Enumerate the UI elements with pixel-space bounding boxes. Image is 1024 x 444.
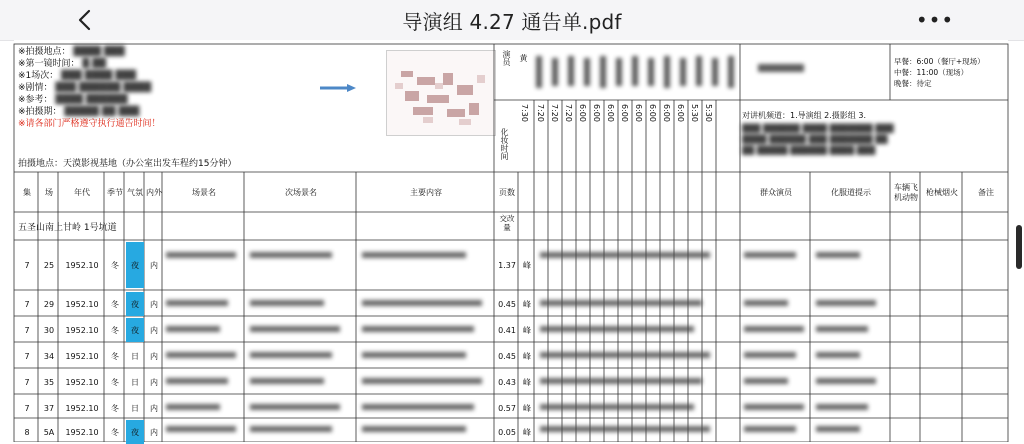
cast-cell: 峰 [523, 403, 531, 413]
redacted-text [744, 352, 796, 358]
redacted-text [816, 352, 860, 358]
column-header: 群众演员 [760, 188, 792, 197]
column-header: 备注 [978, 188, 994, 197]
scene-cell: 37 [43, 403, 55, 413]
episode-cell: 7 [24, 299, 30, 309]
redacted-text [362, 352, 466, 358]
column-header: 集 [23, 188, 31, 197]
scene-cell: 25 [43, 260, 55, 270]
redacted-text [250, 300, 324, 306]
cast-cell: 峰 [523, 377, 531, 387]
redacted-text [362, 426, 466, 432]
section-title: 五圣山南上甘岭 1号坑道 [18, 223, 117, 233]
year-cell: 1952.10 [65, 377, 99, 387]
redacted-text [166, 378, 228, 384]
header-line: ※1场次： ███ ████ ███ [18, 71, 137, 81]
year-cell: 1952.10 [65, 260, 99, 270]
redacted-text [540, 352, 710, 358]
redacted-text [250, 426, 332, 432]
document-title: 导演组 4.27 通告单.pdf [402, 9, 622, 34]
redacted-text [166, 404, 220, 410]
redacted-text [362, 378, 482, 384]
inout-cell: 内 [150, 325, 158, 335]
redacted-text [362, 252, 466, 258]
season-cell: 冬 [111, 403, 119, 413]
column-header: 场 [45, 188, 53, 197]
redacted-text [166, 352, 236, 358]
season-cell: 冬 [111, 351, 119, 361]
episode-cell: 7 [24, 325, 30, 335]
makeup-time-cell: 7:20 [550, 104, 559, 122]
cast-cell: 峰 [523, 299, 531, 309]
redacted-text [166, 326, 220, 332]
redacted-text [166, 426, 236, 432]
cast-cell: 峰 [523, 260, 531, 270]
scene-cell: 35 [43, 377, 55, 387]
season-cell: 冬 [111, 260, 119, 270]
column-header: 枪械烟火 [926, 188, 958, 197]
redacted-text [362, 326, 474, 332]
redacted-text [816, 378, 876, 384]
year-cell: 1952.10 [65, 427, 99, 437]
season-cell: 冬 [111, 427, 119, 437]
column-header: 主要内容 [410, 188, 442, 197]
redacted-text [540, 300, 702, 306]
cast-cell: 峰 [523, 351, 531, 361]
column-header: 内外 [146, 188, 162, 197]
redacted-text [816, 300, 876, 306]
header-line: ※参考： ████ ██████ [18, 95, 128, 105]
column-header: 气氛 [127, 188, 143, 197]
warning-line: ※请各部门严格遵守执行通告时间！ [18, 119, 161, 129]
dinner-time: 晚餐：待定 [894, 79, 932, 88]
redacted-text [250, 404, 340, 410]
inout-cell: 内 [150, 427, 158, 437]
year-cell: 1952.10 [65, 351, 99, 361]
mood-cell: 日 [131, 377, 139, 387]
makeup-time-cell: 5:30 [704, 104, 713, 122]
breakfast-time: 早餐：6:00（餐厅+现场） [894, 57, 985, 66]
redacted-text [816, 404, 868, 410]
redacted-text [816, 326, 868, 332]
mood-cell: 夜 [126, 242, 144, 288]
redacted-text [744, 426, 796, 432]
redacted-text [362, 404, 474, 410]
mood-cell: 日 [131, 403, 139, 413]
year-cell: 1952.10 [65, 325, 99, 335]
walkie-talkie-note: 对讲机频道：1.导演组 2.摄影组 3. ███ ██████ ████ ███████ ███ ████ ██████ ███ ███████ ██ ██ █████ ██████ ████ ███ [742, 111, 894, 155]
cast-label: 演员 [502, 50, 511, 66]
episode-cell: 7 [24, 403, 30, 413]
makeup-time-cell: 7:30 [520, 104, 529, 122]
season-cell: 冬 [111, 325, 119, 335]
pages-cell: 0.05 [498, 427, 516, 437]
makeup-time-cell: 6:00 [578, 104, 587, 122]
redacted-text [166, 300, 228, 306]
mood-cell: 夜 [126, 318, 144, 342]
episode-cell: 7 [24, 377, 30, 387]
episode-cell: 7 [24, 351, 30, 361]
pages-cell: 0.41 [498, 325, 516, 335]
makeup-time-cell: 6:00 [620, 104, 629, 122]
header-line: ※拍摄期： █████ ██ ███ [18, 107, 140, 117]
pages-cell: 0.57 [498, 403, 516, 413]
year-cell: 1952.10 [65, 403, 99, 413]
redacted-text [744, 252, 796, 258]
season-cell: 冬 [111, 377, 119, 387]
column-header: 化服道提示 [831, 188, 871, 197]
redacted-text [816, 252, 860, 258]
mood-cell: 夜 [126, 292, 144, 316]
shooting-location: 拍摄地点：天漠影视基地（办公室出发车程约15分钟） [18, 159, 237, 169]
column-header: 车辆飞机动物 [894, 183, 918, 202]
makeup-time-cell: 5:30 [690, 104, 699, 122]
inout-cell: 内 [150, 299, 158, 309]
pages-cell: 1.37 [498, 260, 516, 270]
makeup-time-cell: 6:00 [662, 104, 671, 122]
season-cell: 冬 [111, 299, 119, 309]
redacted-text [166, 252, 236, 258]
inout-cell: 内 [150, 260, 158, 270]
redacted-text [744, 326, 804, 332]
header-line: ※第一镜时间： █.██ [18, 59, 107, 69]
lunch-time: 中餐：11:00（现场） [894, 68, 969, 77]
header-line: ※剧情： ███ ██████ ████ [18, 83, 152, 93]
redacted-text [540, 426, 710, 432]
pages-cell: 0.45 [498, 299, 516, 309]
page-unit-label: 交改 量 [499, 214, 515, 232]
column-header: 年代 [74, 188, 90, 197]
scrollbar-thumb[interactable] [1016, 225, 1022, 269]
pages-cell: 0.43 [498, 377, 516, 387]
episode-cell: 8 [24, 427, 30, 437]
redacted-text [540, 326, 694, 332]
redacted-text [816, 426, 860, 432]
redacted-text [744, 404, 804, 410]
cast-cell: 峰 [523, 325, 531, 335]
cast-name-huang: 黄 [519, 54, 528, 62]
makeup-time-label: 化妆时间 [500, 128, 509, 160]
column-header: 场景名 [192, 188, 216, 197]
redacted-text [250, 378, 324, 384]
makeup-time-cell: 6:00 [648, 104, 657, 122]
redacted-text [250, 326, 340, 332]
redacted-text [744, 378, 788, 384]
column-header: 季节 [107, 188, 123, 197]
scene-cell: 34 [43, 351, 55, 361]
mood-cell: 日 [131, 351, 139, 361]
redacted-text [540, 378, 702, 384]
redacted-text [250, 352, 332, 358]
inout-cell: 内 [150, 351, 158, 361]
makeup-time-cell: 7:20 [536, 104, 545, 122]
redacted-text [362, 300, 482, 306]
mood-cell: 夜 [126, 420, 144, 444]
more-horizontal-icon: ••• [915, 8, 955, 32]
makeup-time-cell: 6:00 [606, 104, 615, 122]
scene-cell: 5A [43, 427, 55, 437]
redacted-text [250, 252, 332, 258]
scene-cell: 29 [43, 299, 55, 309]
episode-cell: 7 [24, 260, 30, 270]
column-header: 次场景名 [285, 188, 317, 197]
makeup-time-cell: 6:00 [676, 104, 685, 122]
makeup-time-cell: 7:20 [564, 104, 573, 122]
year-cell: 1952.10 [65, 299, 99, 309]
inout-cell: 内 [150, 403, 158, 413]
makeup-time-cell: 6:00 [592, 104, 601, 122]
redacted-text [540, 252, 710, 258]
redacted-text [540, 404, 694, 410]
cast-cell: 峰 [523, 427, 531, 437]
column-header: 页数 [499, 188, 515, 197]
header-line: ※拍摄地点： ████ ███ [18, 47, 125, 57]
inout-cell: 内 [150, 377, 158, 387]
scene-cell: 30 [43, 325, 55, 335]
makeup-time-cell: 6:00 [634, 104, 643, 122]
redacted-text [744, 300, 788, 306]
pages-cell: 0.45 [498, 351, 516, 361]
